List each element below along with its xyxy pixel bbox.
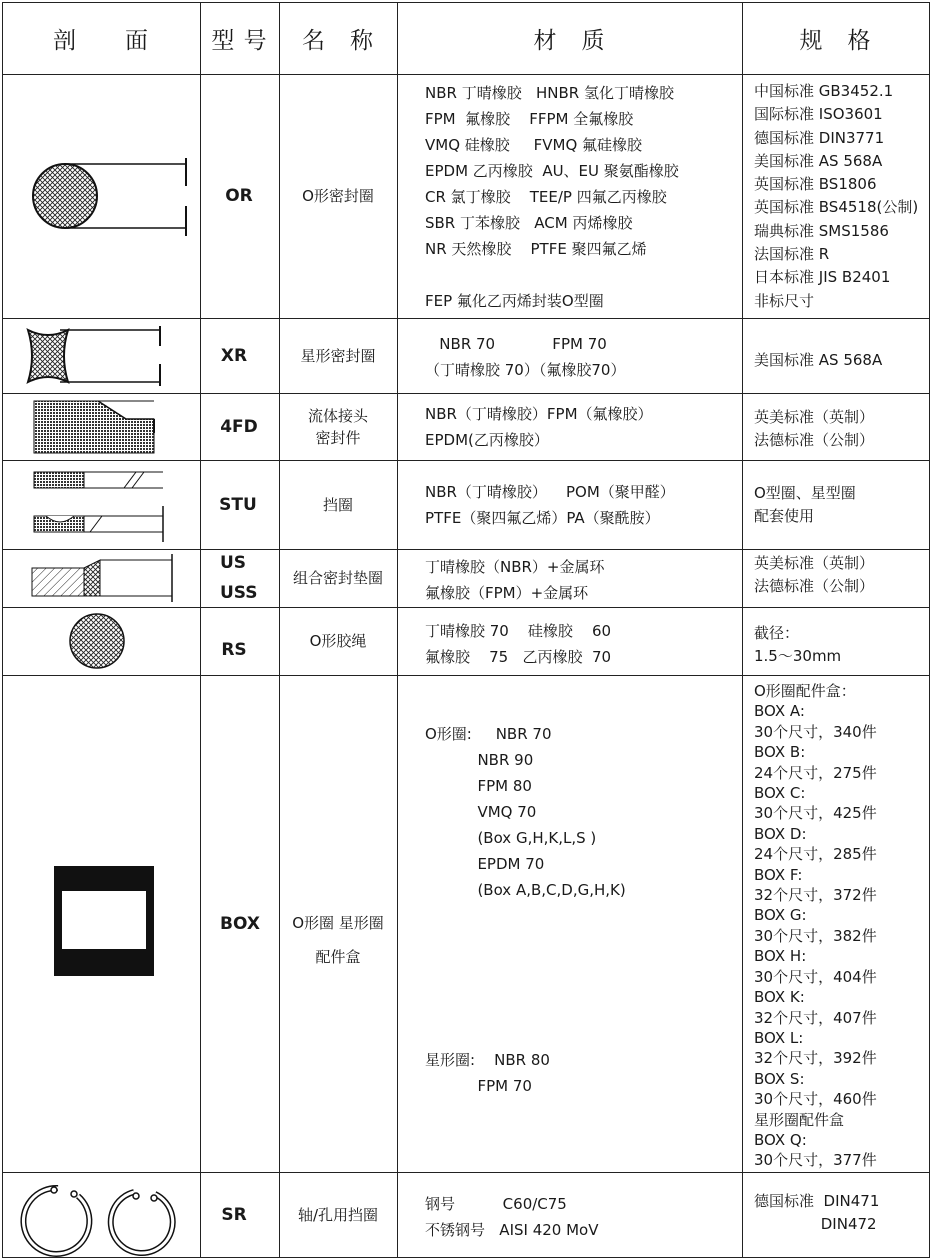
row-divider (2, 607, 930, 608)
material-rs: 丁晴橡胶 70 硅橡胶 60 氟橡胶 75 乙丙橡胶 70 (425, 622, 612, 666)
xr-cross-section-illustration (20, 324, 170, 388)
header-model: 型 号 (211, 27, 268, 54)
model-uss: USS (220, 583, 258, 603)
material-us: 丁晴橡胶（NBR）+金属环 氟橡胶（FPM）+金属环 (425, 558, 605, 602)
model-4fd: 4FD (220, 416, 258, 437)
model-rs: RS (221, 640, 247, 660)
spec-xr: 美国标准 AS 568A (754, 351, 883, 369)
us-cross-section-illustration (28, 552, 178, 606)
model-or: OR (225, 186, 253, 206)
row-divider (2, 460, 930, 461)
row-divider (2, 1172, 930, 1173)
model-stu: STU (219, 494, 257, 515)
sr-retaining-ring-illustration (18, 1180, 188, 1258)
spec-sr: 德国标准 DIN471 DIN472 (754, 1192, 880, 1234)
material-or: NBR 丁晴橡胶 HNBR 氢化丁晴橡胶 FPM 氟橡胶 FFPM 全氟橡胶 VMQ 硅橡胶 FVMQ 氟硅橡胶 EPDM 乙丙橡胶 AU、EU 聚氨酯橡胶 CR 氯丁橡胶 TEE/P 四氟乙丙橡胶 SBR 丁苯橡胶 ACM 丙烯橡胶 NR 天然橡胶 PTFE 聚四氟乙烯 FEP 氟化乙丙烯封装O型圈 (425, 84, 679, 310)
model-xr: XR (220, 345, 248, 366)
spec-rs: 截径： 1.5～30mm (754, 624, 842, 666)
col-divider (2, 2, 3, 1257)
spec-or: 中国标准 GB3452.1 国际标准 ISO3601 德国标准 DIN3771 美国标准 AS 568A 英国标准 BS1806 英国标准 BS4518(公制) 瑞典标准 SMS1586 法国标准 R 日本标准 JIS B2401 非标尺寸 (754, 82, 919, 310)
4fd-cross-section-illustration (20, 397, 160, 457)
material-box-x: 星形圈: NBR 80 FPM 70 (425, 1051, 550, 1095)
spec-4fd: 英美标准（英制） 法德标准（公制） (754, 408, 875, 450)
name-box: O形圈 星形圈 配件盒 (292, 914, 384, 966)
material-xr: NBR 70 FPM 70 （丁晴橡胶 70）（氟橡胶70） (425, 335, 626, 379)
material-stu: NBR（丁晴橡胶） POM（聚甲醛） PTFE（聚四氟乙烯）PA（聚酰胺） (425, 483, 675, 527)
row-divider (2, 74, 930, 75)
model-us: US (220, 553, 247, 573)
name-rs: O形胶绳 (309, 632, 367, 650)
spec-stu: O型圈、星型圈 配套使用 (754, 484, 856, 526)
or-cross-section-illustration (30, 150, 190, 240)
box-illustration (54, 866, 156, 978)
name-sr: 轴/孔用挡圈 (297, 1205, 379, 1224)
row-divider (2, 549, 930, 550)
material-sr: 钢号 C60/C75 不锈钢号 AISI 420 MoV (425, 1195, 599, 1239)
name-stu: 挡圈 (322, 495, 353, 514)
row-divider (2, 675, 930, 676)
header-spec: 规 格 (799, 27, 872, 54)
spec-box: O形圈配件盒： BOX A: 30个尺寸，340件 BOX B: 24个尺寸，275件 BOX C: 30个尺寸，425件 BOX D: 24个尺寸，285件 BOX F: 32个尺寸，372件 BOX G: 30个尺寸，382件 BOX H: 30个尺寸，404件 BOX K: 32个尺寸，407件 BOX L: 32个尺寸，392件 BOX S: 30个尺寸，460件 星形圈配件盒 BOX Q: 30个尺寸，377件 (754, 682, 877, 1170)
table-border-right (929, 2, 930, 1257)
model-sr: SR (221, 1204, 247, 1225)
name-or: O形密封圈 (302, 187, 374, 205)
name-xr: 星形密封圈 (300, 346, 376, 365)
row-divider (2, 393, 930, 394)
stu-cross-section-illustration (28, 466, 173, 546)
spec-us: 英美标准（英制） 法德标准（公制） (754, 554, 875, 596)
row-divider (2, 318, 930, 319)
material-box-o: O形圈: NBR 70 NBR 90 FPM 80 VMQ 70 (Box G,H,K,L,S ) EPDM 70 (Box A,B,C,D,G,H,K) (425, 725, 626, 899)
header-section: 剖 面 (53, 27, 149, 54)
name-us: 组合密封垫圈 (292, 569, 383, 587)
col-divider (742, 2, 743, 1257)
model-box: BOX (220, 913, 260, 934)
col-divider (397, 2, 398, 1257)
material-4fd: NBR（丁晴橡胶）FPM（氟橡胶） EPDM(乙丙橡胶） (425, 405, 653, 449)
header-name: 名 称 (302, 27, 374, 54)
header-material: 材 质 (533, 27, 606, 54)
rs-cross-section-illustration (66, 610, 130, 672)
name-4fd: 流体接头 密封件 (307, 406, 368, 447)
